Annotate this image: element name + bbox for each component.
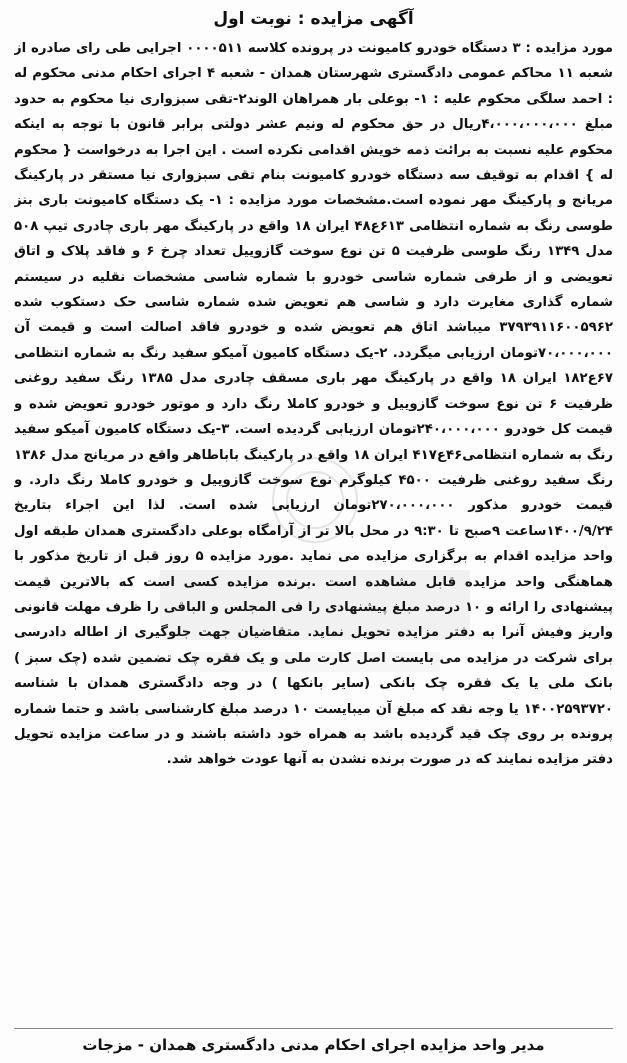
notice-body: مورد مزایده : ۳ دستگاه خودرو کامیونت در پرونده کلاسه ۰۰۰۰۵۱۱ اجرایی طی رای صادره از شعبه ۱۱ محاکم عمومی دادگستری شهرستان همدان - شعبه ۴ اجرای احکام مدنی محکوم له : احمد سلگی محکوم علیه : ۱- بوعلی بار همراهان الوند۲-تقی سبزواری نیا محکوم به حدود مبلغ ۴،۰۰۰،۰۰۰،۰۰۰ریال در حق محکوم له ونیم عشر دولتی برابر قانون با توجه به اینکه محکوم علیه نسبت به برائت ذمه خویش اقدامی نکرده است . این اجرا به درخواست { محکوم له } اقدام به توقیف سه دستگاه خودرو کامیونت بنام تقی سبزواری نیا مستقر در پارکینگ مریانج و پارکینگ مهر نموده است.مشخصات مورد مزایده : ۱- یک دستگاه کامیونت باری بنز طوسی رنگ به شماره انتظامی ۶۱۳ع۴۸ ایران ۱۸ واقع در پارکینگ مهر باری چادری تیپ ۵۰۸ مدل ۱۳۴۹ رنگ طوسی ظرفیت ۵ تن نوع سوخت گازوییل تعداد چرخ ۶ و فاقد پلاک و اتاق تعویضی و از طرفی شماره شاسی خودرو با شماره شاسی مشخصات نقلیه در سیستم شماره گذاری مغایرت دارد و شاسی هم تعویض شده شماره شاسی حک دستکوب شده ۳۷۹۳۹۱۱۶۰۰۵۹۶۲ میباشد اتاق هم تعویض شده و خودرو فاقد اصالت است و قیمت آن ۷۰،۰۰۰،۰۰۰تومان ارزیابی میگردد. ۲-یک دستگاه کامیون آمیکو سفید رنگ به شماره انتظامی ۶۷ع۱۸۲ ایران ۱۸ واقع در پارکینگ مهر باری مسقف چادری مدل ۱۳۸۵ رنگ سفید روغنی ظرفیت ۶ تن نوع سوخت گازوییل و خودرو کاملا رنگ دارد و موتور خودرو تعویض شده و قیمت کل خودرو ۲۴۰،۰۰۰،۰۰۰تومان ارزیابی گردیده است. ۳-یک دستگاه کامیون آمیکو سفید رنگ به شماره انتظامی۴۶ع۴۱۷ ایران ۱۸ واقع در پارکینگ باباطاهر واقع در مریانج مدل ۱۳۸۶ رنگ سفید روغنی ظرفیت ۴۵۰۰ کیلوگرم نوع سوخت گازوییل و خودرو کاملا رنگ دارد. و قیمت خودرو مذکور ۲۷۰،۰۰۰،۰۰۰تومان ارزیابی شده است. لذا این اجراء بتاریخ ۱۴۰۰/۹/۲۴ساعت ۹صبح تا ۹:۳۰ در محل بالا تر از آرامگاه بوعلی دادگستری همدان طبقه اول واحد مزایده اقدام به برگزاری مزایده می نماید .مورد مزایده ۵ روز قبل از تاریخ مذکور با هماهنگی واحد مزایده قابل مشاهده است .برنده مزایده کسی است که بالاترین قیمت پیشنهادی را ارائه و ۱۰ درصد مبلغ پیشنهادی را فی المجلس و الباقی را ظرف مهلت قانونی واریز وفیش آنرا به دفتر مزایده تحویل نماید. متقاضیان جهت جلوگیری از اطاله دادرسی برای شرکت در مزایده می بایست اصل کارت ملی و یک فقره چک تضمین شده (چک سبز ) بانک ملی یا یک فقره چک بانکی (سایر بانکها ) در وجه دادگستری همدان با شناسه ۱۴۰۰۲۵۹۳۷۲۰ یا وجه نقد که مبلغ آن میبایست ۱۰ درصد مبلغ کارشناسی باشد و حتما شماره پرونده بر روی چک قید گردیده باشد به همراه خود داشته باشند و در ساعت مزایده تحویل دفتر مزایده نمایند که در صورت برنده نشدن به آنها عودت خواهد شد. (14, 41, 613, 768)
notice-signature: مدیر واحد مزایده اجرای احکام مدنی دادگستری همدان - مزجات (14, 1028, 613, 1057)
notice-title: آگهی مزایده : نوبت اول (213, 9, 414, 29)
